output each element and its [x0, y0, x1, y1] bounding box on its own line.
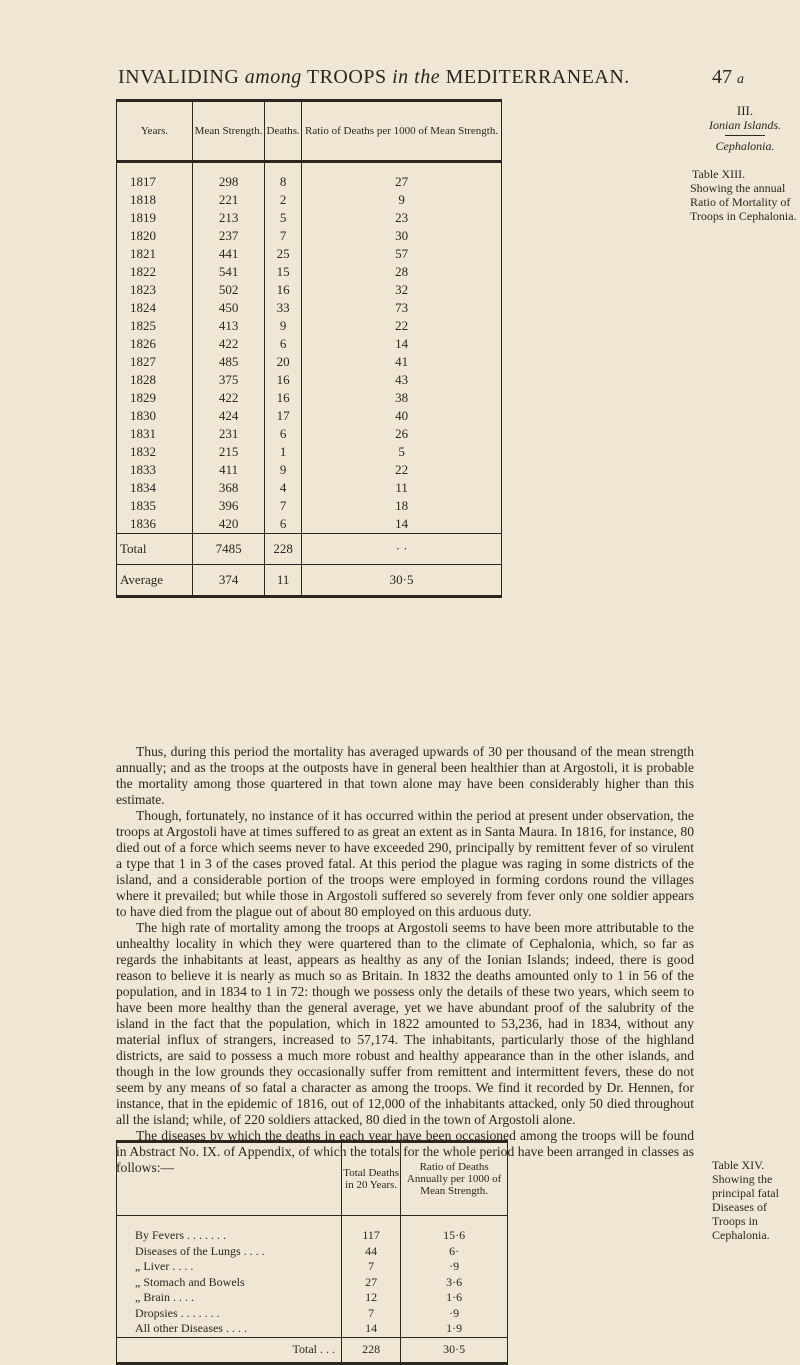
table-cell: 1836 [117, 515, 193, 534]
section-number: III. [736, 103, 754, 118]
table-title: Table XIV. [712, 1158, 765, 1172]
table-cell: 30 [302, 227, 502, 245]
table-cell: 9 [265, 461, 302, 479]
table-cell: All other Diseases . . . . [117, 1321, 342, 1337]
total-row [117, 534, 502, 565]
sidebar-table-xiv [712, 1158, 800, 1242]
table-row [117, 1216, 508, 1244]
table-cell: 424 [193, 407, 265, 425]
table-cell: 7 [265, 497, 302, 515]
table-row [117, 227, 502, 245]
body-text [116, 744, 694, 1176]
table-caption: Showing the principal fatal Diseases of Troops in Cephalonia. [712, 1172, 779, 1242]
table-row [117, 281, 502, 299]
table-cell: 28 [302, 263, 502, 281]
table-cell: 9 [265, 317, 302, 335]
table-cell: 1828 [117, 371, 193, 389]
table-row [117, 497, 502, 515]
table-cell: 485 [193, 353, 265, 371]
table-cell: 7 [265, 227, 302, 245]
table-cell: 7485 [193, 534, 265, 565]
table-cell: 15·6 [401, 1216, 508, 1244]
table-cell: 1835 [117, 497, 193, 515]
table-cell: 9 [302, 191, 502, 209]
table-cell: 228 [265, 534, 302, 565]
table-cell: 1827 [117, 353, 193, 371]
table-cell: 12 [342, 1290, 401, 1306]
table-cell: 22 [302, 317, 502, 335]
table-cell: 1829 [117, 389, 193, 407]
table-cell: Total [117, 534, 193, 565]
table-cell: 1820 [117, 227, 193, 245]
table-cell: 22 [302, 461, 502, 479]
table-cell: 33 [265, 299, 302, 317]
table-cell: 14 [302, 335, 502, 353]
table-cell: 4 [265, 479, 302, 497]
table-cell: 450 [193, 299, 265, 317]
table-cell: „ Stomach and Bowels [117, 1275, 342, 1291]
table-cell: 1831 [117, 425, 193, 443]
table-row [117, 353, 502, 371]
table-cell: 16 [265, 389, 302, 407]
table-cell: 1·9 [401, 1321, 508, 1337]
table-cell: 502 [193, 281, 265, 299]
table-row [117, 209, 502, 227]
table-row [117, 461, 502, 479]
table-cell: 215 [193, 443, 265, 461]
table-row [117, 515, 502, 534]
column-header: Ratio of Deaths Annually per 1000 of Mean Strength. [401, 1142, 508, 1216]
table-row [117, 389, 502, 407]
table-row [117, 425, 502, 443]
table-row [117, 479, 502, 497]
table-cell: 23 [302, 209, 502, 227]
table-cell: 57 [302, 245, 502, 263]
total-row [117, 1337, 508, 1363]
table-cell: 1824 [117, 299, 193, 317]
table-cell: 27 [302, 162, 502, 192]
table-cell: Total . . . [117, 1337, 342, 1363]
sidebar-table-xiii [690, 104, 800, 223]
table-row [117, 443, 502, 461]
table-cell: 1826 [117, 335, 193, 353]
table-cell: 1819 [117, 209, 193, 227]
column-header: Ratio of Deaths per 1000 of Mean Strength. [302, 101, 502, 162]
table-row [117, 1321, 508, 1337]
table-cell: 231 [193, 425, 265, 443]
table-cell: 25 [265, 245, 302, 263]
table-cell: 44 [342, 1244, 401, 1260]
table-cell: 6 [265, 425, 302, 443]
table-cell: 1823 [117, 281, 193, 299]
table-cell: 420 [193, 515, 265, 534]
table-cell: 213 [193, 209, 265, 227]
table-cell: 17 [265, 407, 302, 425]
table-cell: 1821 [117, 245, 193, 263]
table-row [117, 371, 502, 389]
table-title: Table XIII. [692, 167, 746, 181]
table-row [117, 191, 502, 209]
table-row [117, 1259, 508, 1275]
running-header: INVALIDING among TROOPS in the MEDITERRANEAN. [118, 66, 630, 88]
table-cell: 228 [342, 1337, 401, 1363]
table-cell: 73 [302, 299, 502, 317]
table-cell: Dropsies . . . . . . . [117, 1306, 342, 1322]
table-cell: „ Liver . . . . [117, 1259, 342, 1275]
average-row [117, 565, 502, 597]
table-xiii [116, 99, 502, 598]
table-cell: Diseases of the Lungs . . . . [117, 1244, 342, 1260]
table-cell: 1·6 [401, 1290, 508, 1306]
table-cell: 30·5 [302, 565, 502, 597]
table-cell: 2 [265, 191, 302, 209]
table-xiv [116, 1140, 508, 1365]
table-cell: 413 [193, 317, 265, 335]
table-cell: 15 [265, 263, 302, 281]
paragraph: The high rate of mortality among the troops at Argostoli seems to have been more attributable to the unhealthy locality in which they were quartered than to the climate of Cephalonia, which, so far as regards the inhabitants at least, appears as healthy as any of the Ionian Islands; indeed, there is good reason to believe it is nearly as much so as Britain. In 1832 the deaths amounted only to 1 in 56 of the population, and in 1834 to 1 in 72: though we possess only the details of these two years, which seem to have been more healthy than the general average, yet we have abundant proof of the salubrity of the island in the fact that the population, which in 1822 amounted to 53,236, had in 1834, without any material influx of strangers, increased to 57,174. The inhabitants, particularly those of the highland districts, are said to possess a much more robust and healthy appearance than in the other islands, and though in the low grounds they occasionally suffer from remittent and intermittent fevers, these do not seem by any means of so fatal a character as among the troops. We find it recorded by Dr. Hennen, for instance, that in the epidemic of 1816, out of 12,000 of the inhabitants attacked, only 50 died throughout all the island; while, of 220 soldiers attacked, 80 died in the town of Argostoli alone. [116, 920, 694, 1127]
table-row [117, 245, 502, 263]
paragraph: Thus, during this period the mortality has averaged upwards of 30 per thousand of the mean strength annually; and as the troops at the outposts have in general been healthier than at Argostoli, it is probable the mortality among those quartered in that town alone may have been considerably higher than this estimate. [116, 744, 694, 807]
table-cell: 1832 [117, 443, 193, 461]
table-cell: 422 [193, 389, 265, 407]
table-cell: 11 [265, 565, 302, 597]
table-cell: 422 [193, 335, 265, 353]
table-cell: 27 [342, 1275, 401, 1291]
table-cell: 1 [265, 443, 302, 461]
table-cell: 541 [193, 263, 265, 281]
table-cell: 298 [193, 162, 265, 192]
table-row [117, 1244, 508, 1260]
table-cell: 7 [342, 1306, 401, 1322]
table-cell: 1818 [117, 191, 193, 209]
table-cell: 20 [265, 353, 302, 371]
table-cell: 6 [265, 515, 302, 534]
table-cell: 221 [193, 191, 265, 209]
table-cell: 411 [193, 461, 265, 479]
table-cell: 38 [302, 389, 502, 407]
table-cell: · · [302, 534, 502, 565]
table-cell: 374 [193, 565, 265, 597]
table-cell: Average [117, 565, 193, 597]
table-cell: 16 [265, 281, 302, 299]
table-caption: Showing the annual Ratio of Mortality of Troops in Cephalonia. [690, 181, 797, 223]
table-cell: 14 [302, 515, 502, 534]
paragraph: The diseases by which the deaths in each year have been occasioned among the troops will be found in Abstract No. IX. of Appendix, of which the totals for the whole period have been arranged in classes as follows:— [116, 1128, 694, 1175]
table-cell: 43 [302, 371, 502, 389]
table-row [117, 162, 502, 192]
table-row [117, 299, 502, 317]
table-cell: 41 [302, 353, 502, 371]
table-cell: 396 [193, 497, 265, 515]
table-row [117, 335, 502, 353]
table-cell: 1822 [117, 263, 193, 281]
column-header [117, 1142, 342, 1216]
table-cell: 40 [302, 407, 502, 425]
region-label: Ionian Islands. [709, 118, 781, 132]
table-cell: 6 [265, 335, 302, 353]
table-cell: 7 [342, 1259, 401, 1275]
table-cell: 6· [401, 1244, 508, 1260]
table-row [117, 263, 502, 281]
table-cell: 117 [342, 1216, 401, 1244]
table-cell: 18 [302, 497, 502, 515]
table-cell: 1830 [117, 407, 193, 425]
table-row [117, 317, 502, 335]
table-cell: 8 [265, 162, 302, 192]
table-cell: 11 [302, 479, 502, 497]
table-cell: 441 [193, 245, 265, 263]
table-cell: 26 [302, 425, 502, 443]
table-cell: ·9 [401, 1259, 508, 1275]
table-cell: 30·5 [401, 1337, 508, 1363]
table-cell: 1834 [117, 479, 193, 497]
table-row [117, 1306, 508, 1322]
table-cell: ·9 [401, 1306, 508, 1322]
table-row [117, 1275, 508, 1291]
table-cell: By Fevers . . . . . . . [117, 1216, 342, 1244]
column-header: Deaths. [265, 101, 302, 162]
column-header: Years. [117, 101, 193, 162]
column-header: Mean Strength. [193, 101, 265, 162]
table-row [117, 407, 502, 425]
table-cell: 32 [302, 281, 502, 299]
table-cell: 237 [193, 227, 265, 245]
table-cell: 1833 [117, 461, 193, 479]
page-number: 47 a [712, 66, 744, 88]
table-cell: 1825 [117, 317, 193, 335]
table-cell: „ Brain . . . . [117, 1290, 342, 1306]
table-row [117, 1290, 508, 1306]
table-cell: 5 [302, 443, 502, 461]
table-cell: 368 [193, 479, 265, 497]
table-cell: 1817 [117, 162, 193, 192]
table-cell: 14 [342, 1321, 401, 1337]
column-header: Total Deaths in 20 Years. [342, 1142, 401, 1216]
table-cell: 16 [265, 371, 302, 389]
place-label: Cephalonia. [715, 139, 775, 153]
table-cell: 5 [265, 209, 302, 227]
paragraph: Though, fortunately, no instance of it has occurred within the period at present under observation, the troops at Argostoli have at times suffered to as great an extent as in Santa Maura. In 1816, for instance, 80 died out of a force which seems never to have exceeded 290, principally by remittent fever of so virulent a type that 1 in 3 of the cases proved fatal. At this period the plague was raging in some districts of the island, and a considerable portion of the troops were employed in forming cordons round the villages where it prevailed; but while those in Argostoli suffered so severely from fever only one soldier appears to have died from the plague out of about 80 employed on this arduous duty. [116, 808, 694, 919]
table-cell: 375 [193, 371, 265, 389]
table-cell: 3·6 [401, 1275, 508, 1291]
